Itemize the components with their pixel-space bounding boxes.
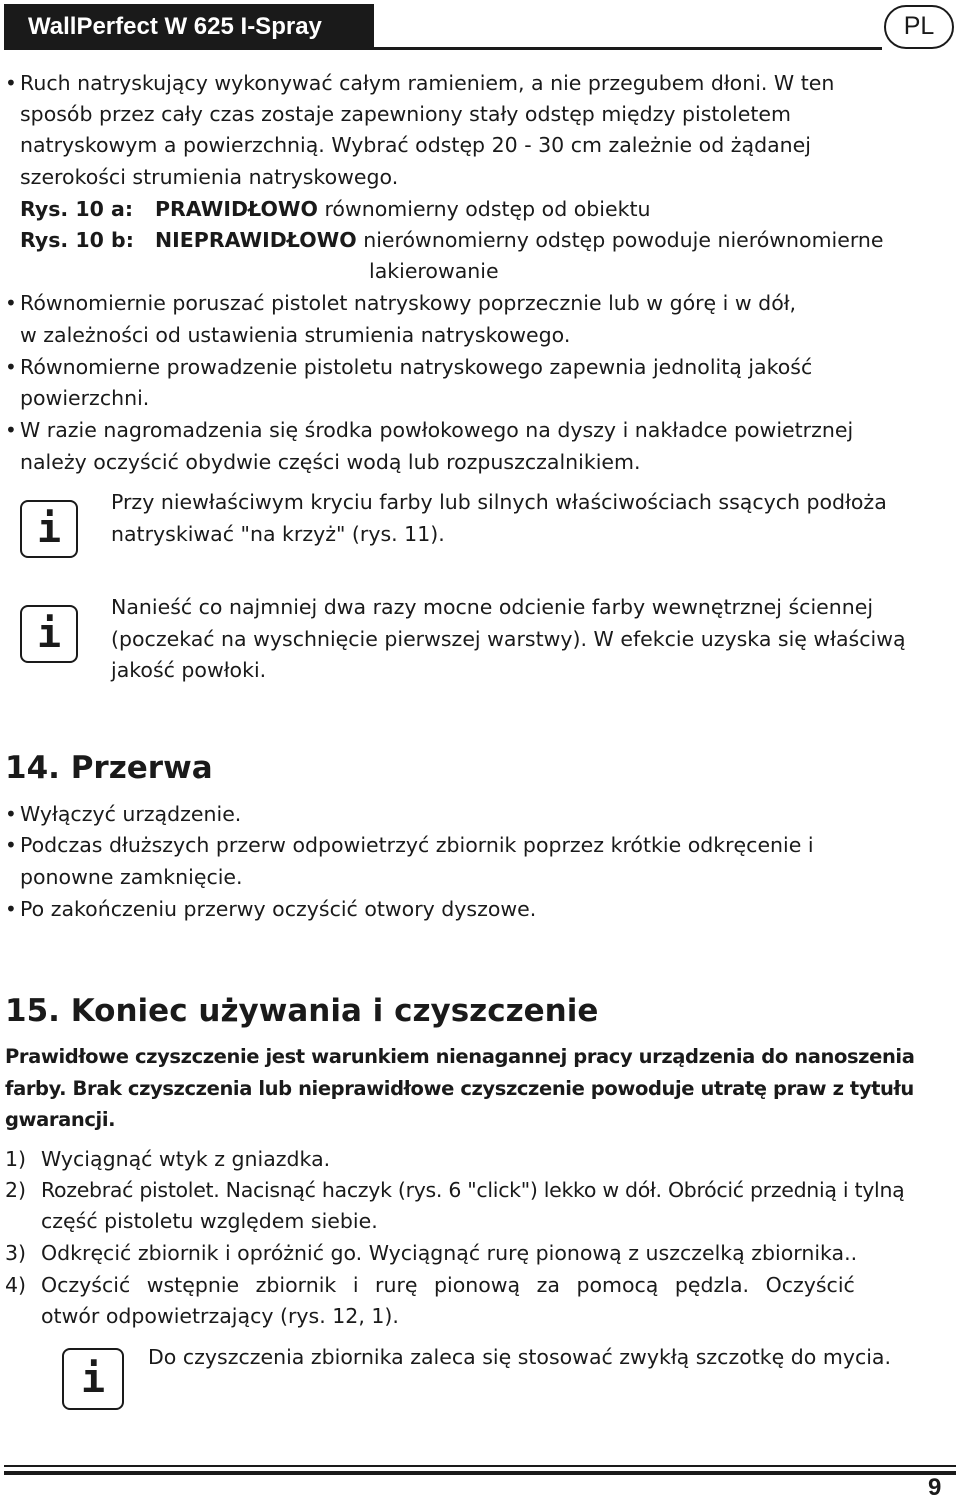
- info-icon: i: [20, 500, 78, 558]
- page-number: 9: [928, 1474, 942, 1501]
- warning-text-line: farby. Brak czyszczenia lub nieprawidłowe czyszczenie powoduje utratę praw z tytułu: [5, 1077, 914, 1100]
- text-line: Równomierne prowadzenie pistoletu natryskowego zapewnia jednolitą jakość: [20, 355, 813, 379]
- info-text-line: Nanieść co najmniej dwa razy mocne odcienie farby wewnętrznej ściennej: [111, 595, 874, 619]
- bullet-icon: •: [5, 833, 17, 857]
- step-number: 4): [5, 1273, 27, 1297]
- bullet-icon: •: [5, 355, 17, 379]
- text-line: Równomiernie poruszać pistolet natryskowy poprzecznie lub w górę i w dół,: [20, 291, 797, 315]
- info-text-line: natryskiwać "na krzyż" (rys. 11).: [111, 522, 445, 546]
- figure-description: równomierny odstęp od obiektu: [324, 197, 651, 221]
- step-text-line: otwór odpowietrzający (rys. 12, 1).: [41, 1304, 399, 1328]
- warning-text-line: Prawidłowe czyszczenie jest warunkiem nienagannej pracy urządzenia do nanoszenia: [5, 1045, 915, 1068]
- section-heading: 15. Koniec używania i czyszczenie: [5, 993, 599, 1029]
- figure-verdict: PRAWIDŁOWO: [155, 197, 318, 221]
- figure-label: Rys. 10 a:: [20, 197, 134, 221]
- warning-text-line: gwarancji.: [5, 1108, 116, 1131]
- footer-rule: [4, 1465, 956, 1467]
- info-text-line: Do czyszczenia zbiornika zaleca się stosować zwykłą szczotkę do mycia.: [148, 1345, 892, 1369]
- bullet-icon: •: [5, 418, 17, 442]
- info-text-line: jakość powłoki.: [111, 658, 267, 682]
- step-text-line: część pistoletu względem siebie.: [41, 1209, 378, 1233]
- document-title: WallPerfect W 625 I-Spray: [4, 4, 374, 50]
- text-line: sposób przez cały czas zostaje zapewniony stały odstęp między pistoletem: [20, 102, 791, 126]
- text-line: Ruch natryskujący wykonywać całym ramieniem, a nie przegubem dłoni. W ten: [20, 71, 835, 95]
- figure-description: lakierowanie: [369, 259, 499, 283]
- step-text-line: Odkręcić zbiornik i opróżnić go. Wyciągnąć rurę pionową z uszczelką zbiornika..: [41, 1241, 858, 1265]
- figure-label: Rys. 10 b:: [20, 228, 134, 252]
- info-icon: i: [62, 1348, 124, 1410]
- step-number: 1): [5, 1147, 27, 1171]
- text-line: należy oczyścić obydwie części wodą lub rozpuszczalnikiem.: [20, 450, 641, 474]
- footer-rule: [4, 1471, 956, 1475]
- step-text-line: Wyciągnąć wtyk z gniazdka.: [41, 1147, 331, 1171]
- step-number: 3): [5, 1241, 27, 1265]
- bullet-icon: •: [5, 291, 17, 315]
- text-line: Po zakończeniu przerwy oczyścić otwory dyszowe.: [20, 897, 537, 921]
- header-rule: [374, 47, 882, 50]
- step-text-line: Rozebrać pistolet. Nacisnąć haczyk (rys. 6 "click") lekko w dół. Obrócić przednią i tylną: [41, 1178, 905, 1202]
- figure-verdict: NIEPRAWIDŁOWO: [155, 228, 357, 252]
- text-line: ponowne zamknięcie.: [20, 865, 243, 889]
- text-line: powierzchni.: [20, 386, 150, 410]
- text-line: Wyłączyć urządzenie.: [20, 802, 242, 826]
- bullet-icon: •: [5, 71, 17, 95]
- figure-description: nierównomierny odstęp powoduje nierównomierne: [363, 228, 884, 252]
- figure-caption: [155, 225, 884, 256]
- text-line: natryskowym a powierzchnią. Wybrać odstęp 20 - 30 cm zależnie od żądanej: [20, 133, 811, 157]
- info-text-line: (poczekać na wyschnięcie pierwszej warstwy). W efekcie uzyska się właściwą: [111, 627, 906, 651]
- text-line: W razie nagromadzenia się środka powłokowego na dyszy i nakładce powietrznej: [20, 418, 854, 442]
- text-line: w zależności od ustawienia strumienia natryskowego.: [20, 323, 571, 347]
- bullet-icon: •: [5, 897, 17, 921]
- bullet-icon: •: [5, 802, 17, 826]
- language-badge: PL: [884, 5, 954, 49]
- step-text-line: Oczyścić wstępnie zbiornik i rurę pionową za pomocą pędzla. Oczyścić: [41, 1273, 855, 1297]
- figure-caption: [155, 194, 651, 225]
- info-text-line: Przy niewłaściwym kryciu farby lub silnych właściwościach ssących podłoża: [111, 490, 887, 514]
- text-line: szerokości strumienia natryskowego.: [20, 165, 399, 189]
- section-heading: 14. Przerwa: [5, 750, 213, 786]
- info-icon: i: [20, 605, 78, 663]
- text-line: Podczas dłuższych przerw odpowietrzyć zbiornik poprzez krótkie odkręcenie i: [20, 833, 814, 857]
- step-number: 2): [5, 1178, 27, 1202]
